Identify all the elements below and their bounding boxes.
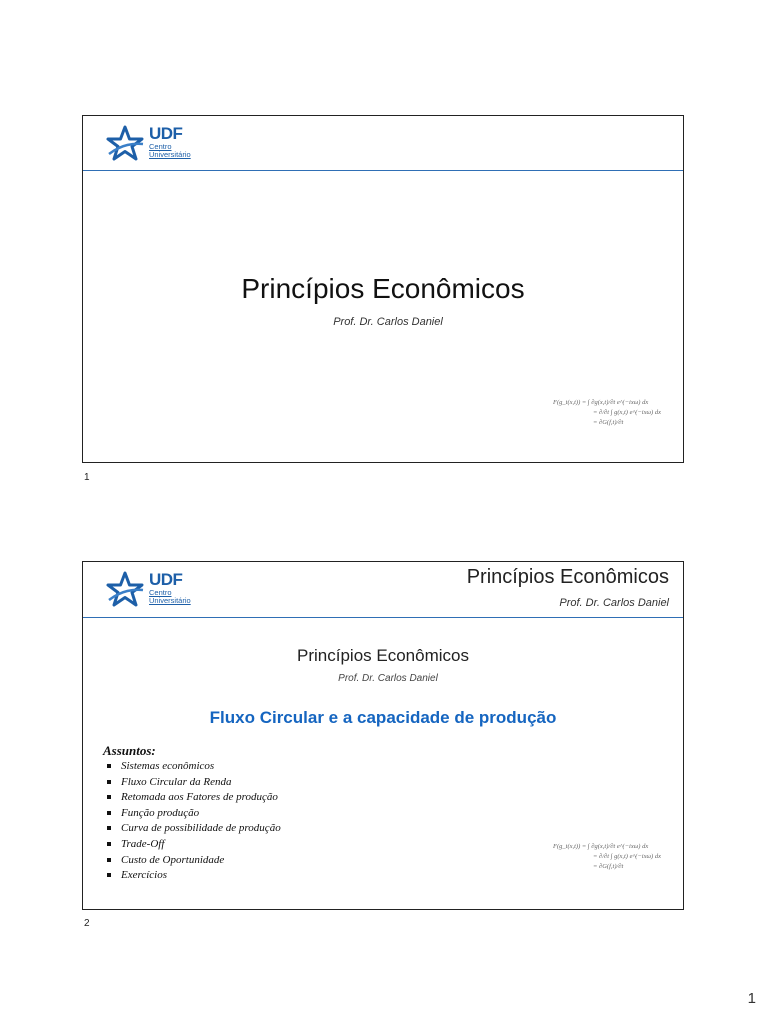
list-item: Exercícios [105,868,281,884]
formula-line-1: F(g_t(x,t)) = ∫ ∂g(x,t)/∂t e^(−ixω) dx [553,399,649,406]
list-item: Curva de possibilidade de produção [105,821,281,837]
formula-line-2: = ∂/∂t ∫ g(x,t) e^(−ixω) dx [593,409,661,416]
header-divider [83,617,683,618]
formula-line-3: = ∂G(f,t)/∂t [593,419,624,426]
formula-line-1: F(g_t(x,t)) = ∫ ∂g(x,t)/∂t e^(−ixω) dx [553,843,649,850]
topic-heading: Fluxo Circular e a capacidade de produção [209,708,557,727]
list-item: Custo de Oportunidade [105,853,281,869]
slide-subtitle: Prof. Dr. Carlos Daniel [333,316,443,328]
list-item: Função produção [105,806,281,822]
formula-watermark [553,842,683,906]
formula-line-2: = ∂/∂t ∫ g(x,t) e^(−ixω) dx [593,853,661,860]
udf-logo [105,124,205,164]
logo-line1: Centro [149,588,172,597]
slide-subtitle: Prof. Dr. Carlos Daniel [338,673,438,684]
list-item: Sistemas econômicos [105,759,281,775]
header-title: Princípios Econômicos [466,566,669,588]
list-item: Trade-Off [105,837,281,853]
star-logo-icon [105,570,145,610]
logo-line2: Universitário [149,150,191,159]
page-number: 1 [747,990,756,1007]
logo-line1: Centro [149,142,172,151]
slide-title: Princípios Econômicos [241,273,525,304]
list-item: Retomada aos Fatores de produção [105,790,281,806]
header-subtitle: Prof. Dr. Carlos Daniel [559,597,669,609]
logo-line2: Universitário [149,596,191,605]
star-logo-icon [105,124,145,164]
slide-number-2: 2 [84,918,90,929]
header-divider [83,170,683,171]
slide-2 [82,561,684,910]
slide-number-1: 1 [84,472,90,483]
logo-brand: UDF [149,124,183,143]
assuntos-label: Assuntos: [103,743,156,758]
formula-line-3: = ∂G(f,t)/∂t [593,863,624,870]
logo-brand: UDF [149,570,183,589]
udf-logo [105,570,205,610]
formula-watermark [553,398,683,462]
slide-title: Princípios Econômicos [297,646,469,665]
list-item: Fluxo Circular da Renda [105,775,281,791]
topics-list [105,759,281,884]
slide-1 [82,115,684,463]
